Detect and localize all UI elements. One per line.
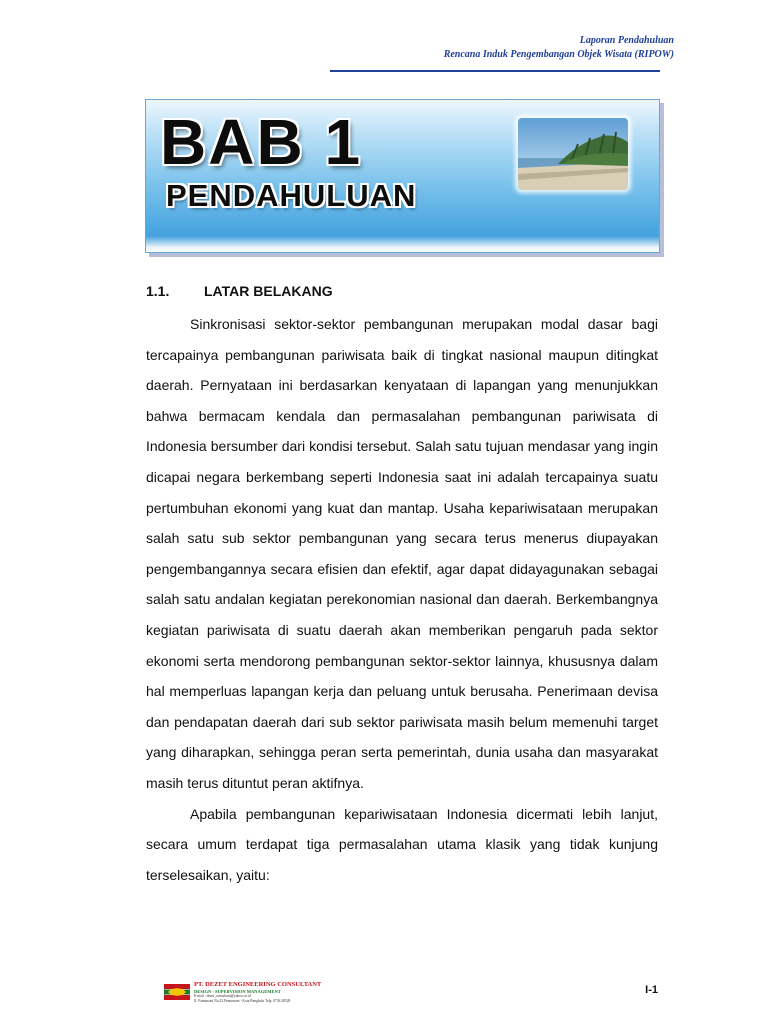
running-header-line2: Rencana Induk Pengembangan Objek Wisata (RIPOW) <box>443 49 674 60</box>
chapter-title: PENDAHULUAN <box>166 178 417 213</box>
company-address: Jl. Fatmawati No.23 Penurunan - Kota Bengkulu Telp. 0736 28528 <box>194 998 291 1003</box>
running-header-line1: Laporan Pendahuluan <box>579 35 674 46</box>
paragraph: Apabila pembangunan kepariwisataan Indonesia dicermati lebih lanjut, secara umum terdapat tiga permasalahan utama klasik yang tidak kunjung terselesaikan, yaitu: <box>146 805 658 883</box>
company-tagline: DESIGN - SUPERVISION MANAGEMENT <box>194 989 281 994</box>
chapter-banner <box>145 99 660 253</box>
company-name: PT. DEZET ENGINEERING CONSULTANT <box>194 981 322 988</box>
beach-photo-icon <box>518 118 628 190</box>
section-title: LATAR BELAKANG <box>204 283 333 299</box>
page-number: I-1 <box>645 984 658 996</box>
chapter-number: BAB 1 <box>160 106 363 178</box>
section-heading <box>146 282 333 300</box>
running-header <box>444 34 674 62</box>
header-rule <box>330 70 660 72</box>
company-contact: E-mail : dezet_consultant@yahoo.co.id <box>194 994 251 998</box>
company-logo-icon <box>164 984 190 1000</box>
section-number: 1.1. <box>146 283 170 299</box>
paragraph: Sinkronisasi sektor-sektor pembangunan merupakan modal dasar bagi tercapainya pembangunan pariwisata baik di tingkat nasional maupun ditingkat daerah. Pernyataan ini berdasarkan kenyataan di lapangan yang menunjukkan bahwa bermacam kendala dan permasalahan pembangunan pariwisata di Indonesia bersumber dari kondisi tersebut. Salah satu tujuan mendasar yang ingin dicapai negara berkembang seperti Indonesia saat ini adalah tercapainya suatu pertumbuhan ekonomi yang kuat dan mantap. Usaha kepariwisataan merupakan salah satu sub sektor pembangunan yang secara terus menerus diupayakan pengembangannya secara efisien dan efektif, agar dapat didayagunakan sebagai salah satu andalan kegiatan perekonomian nasional dan daerah. Berkembangnya kegiatan pariwisata di suatu daerah akan memberikan pengaruh pada sektor ekonomi serta mendorong pembangunan sektor-sektor lainnya, khususnya dalam hal memperluas lapangan kerja dan peluang untuk berusaha. Penerimaan devisa dan pendapatan daerah dari sub sektor pariwisata masih belum memenuhi target yang diharapkan, sehingga peran serta pemerintah, dunia usaha dan masyarakat masih terus dituntut peran aktifnya. <box>146 316 658 791</box>
footer-company-logo <box>164 981 366 1003</box>
body-text <box>146 309 658 890</box>
company-text <box>194 981 321 1003</box>
